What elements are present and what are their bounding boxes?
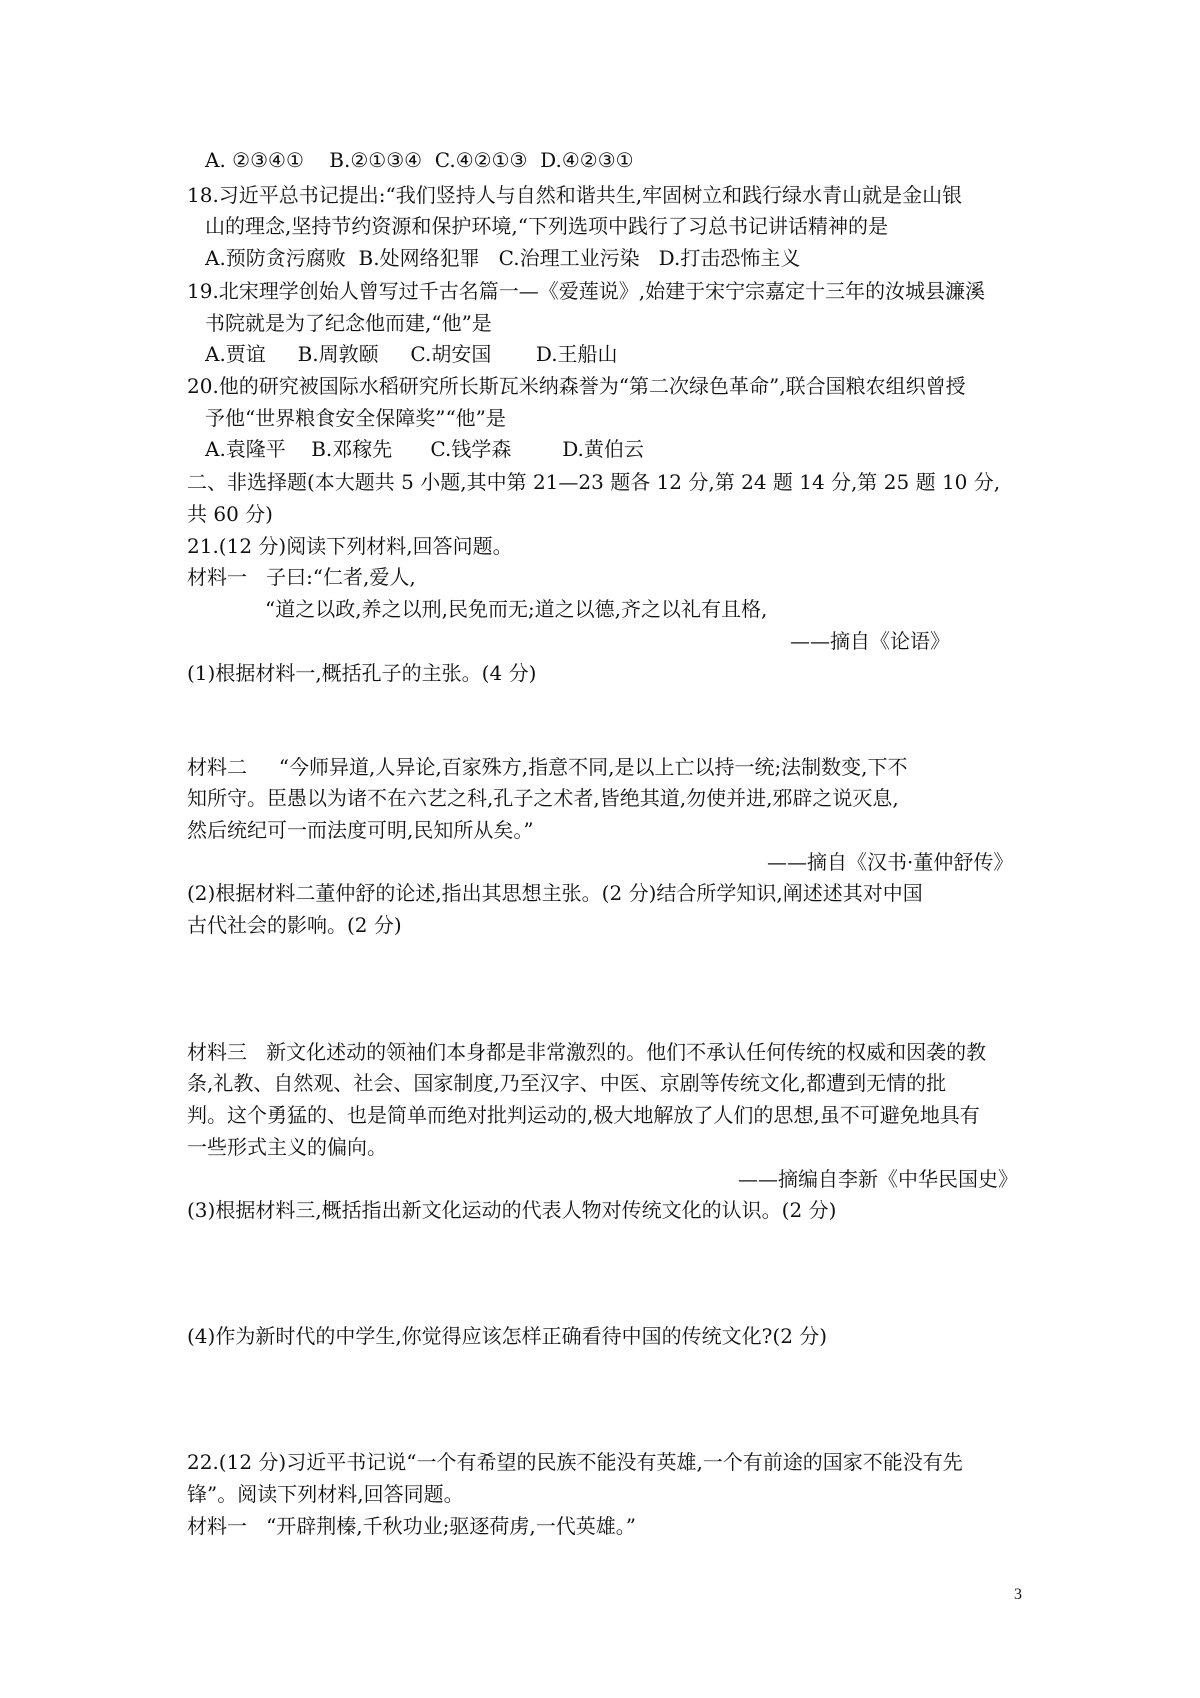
q21-material3-line4: 一些形式主义的偏向。	[187, 1135, 387, 1159]
q21-material3-line2: 条,礼教、自然观、社会、国家制度,乃至汉字、中医、京剧等传统文化,都遭到无情的批	[187, 1071, 947, 1095]
q21-material2-line3: 然后统纪可一而法度可明,民知所从矣。”	[187, 818, 534, 842]
q21-material2-line2: 知所守。臣愚以为诸不在六艺之科,孔子之术者,皆绝其道,勿使并进,邪辟之说灭息,	[187, 786, 899, 810]
q21-material2-line1: 材料二 “今师异道,人异论,百家殊方,指意不同,是以上亡以持一统;法制数变,下不	[187, 755, 908, 779]
q22-material1: 材料一 “开辟荆榛,千秋功业;驱逐荷虏,一代英雄。”	[187, 1514, 636, 1538]
q21-material1-line1: 材料一 子曰:“仁者,爱人,	[187, 565, 416, 589]
q18-stem-line2: 山的理念,坚持节约资源和保护环境,“下列选项中践行了习总书记讲话精神的是	[205, 214, 888, 238]
q21-subquestion2-line2: 古代社会的影响。(2 分)	[187, 913, 402, 937]
q17-options: A. ②③④① B.②①③④ C.④②①③ D.④②③①	[205, 148, 634, 172]
q18-stem-line1: 18.习近平总书记提出:“我们竖持人与自然和谐共生,牢固树立和践行绿水青山就是金山银	[187, 183, 963, 207]
page-number: 3	[1014, 1586, 1022, 1603]
q21-material2-source: ——摘自《汉书·董仲舒传》	[767, 850, 1014, 874]
q21-material3-source: ——摘编自李新《中华民国史》	[738, 1167, 1018, 1191]
q21-subquestion4: (4)作为新时代的中学生,你觉得应该怎样正确看待中国的传统文化?(2 分)	[187, 1324, 828, 1348]
q21-subquestion1: (1)根据材料一,概括孔子的主张。(4 分)	[187, 661, 537, 685]
q21-subquestion2-line1: (2)根据材料二董仲舒的论述,指出其思想主张。(2 分)结合所学知识,阐述述其对中国	[187, 881, 923, 905]
q21-material1-source: ——摘自《论语》	[790, 629, 950, 653]
q22-stem-line1: 22.(12 分)习近平书记说“一个有希望的民族不能没有英雄,一个有前途的国家不能没有先	[187, 1450, 963, 1474]
q21-intro: 21.(12 分)阅读下列材料,回答问题。	[187, 534, 513, 558]
q21-material3-line3: 判。这个勇猛的、也是简单而绝对批判运动的,极大地解放了人们的思想,虽不可避免地具有	[187, 1103, 980, 1127]
q19-stem-line1: 19.北宋理学创始人曾写过千古名篇一—《爱莲说》,始建于宋宁宗嘉定十三年的汝城县濂溪	[187, 279, 986, 303]
q20-stem-line2: 予他“世界粮食安全保障奖”“他”是	[205, 406, 506, 430]
q21-subquestion3: (3)根据材料三,概括指出新文化运动的代表人物对传统文化的认识。(2 分)	[187, 1198, 837, 1222]
q20-options: A.袁隆平 B.邓稼先 C.钱学森 D.黄伯云	[205, 437, 644, 461]
q19-stem-line2: 书院就是为了纪念他而建,“他”是	[205, 311, 492, 335]
q21-material3-line1: 材料三 新文化述动的领袖们本身都是非常激烈的。他们不承认任何传统的权威和因袭的教	[187, 1040, 987, 1064]
section2-heading-line2: 共 60 分)	[187, 502, 273, 526]
q22-stem-line2: 锋”。阅读下列材料,回答同题。	[187, 1482, 464, 1506]
q20-stem-line1: 20.他的研究被国际水稻研究所长斯瓦米纳森誉为“第二次绿色革命”,联合国粮农组织曾授	[187, 374, 966, 398]
section2-heading-line1: 二、非选择题(本大题共 5 小题,其中第 21—23 题各 12 分,第 24 题 14 分,第 25 题 10 分,	[187, 470, 1001, 494]
q19-options: A.贾谊 B.周敦颐 C.胡安国 D.王船山	[205, 342, 618, 366]
q21-material1-line2: “道之以政,养之以刑,民免而无;道之以德,齐之以礼有且格,	[265, 597, 768, 621]
q18-options: A.预防贪污腐败 B.处网络犯罪 C.治理工业污染 D.打击恐怖主义	[205, 246, 801, 270]
